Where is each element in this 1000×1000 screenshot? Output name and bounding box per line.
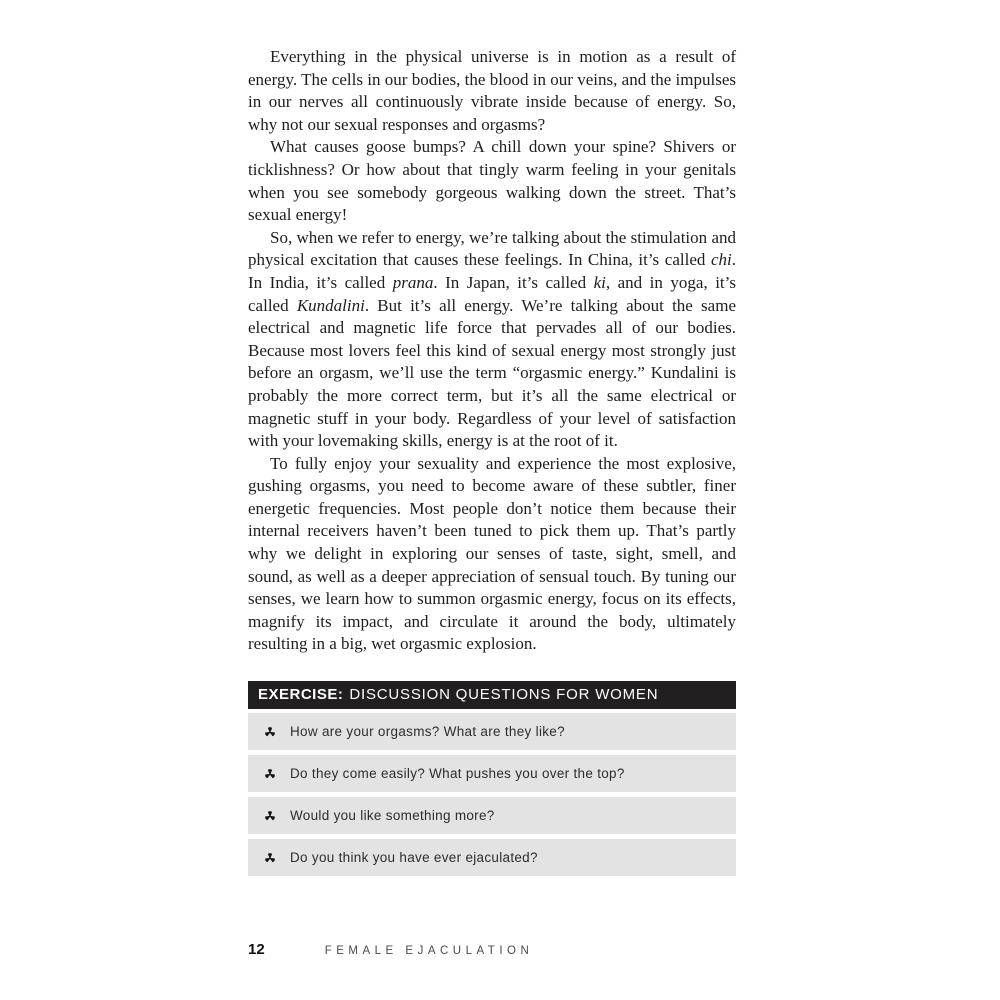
trefoil-club-icon bbox=[264, 810, 276, 822]
question-row bbox=[248, 797, 736, 834]
paragraph: What causes goose bumps? A chill down your spine? Shivers or ticklishness? Or how about that tingly warm feeling in your genitals when you see somebody gorgeous walking down the street. That’s sexual energy! bbox=[248, 137, 736, 225]
exercise-banner-label: EXERCISE: bbox=[258, 686, 344, 703]
exercise-question-list bbox=[248, 713, 736, 881]
running-footer-title: FEMALE EJACULATION bbox=[324, 945, 534, 957]
question-text: Would you like something more? bbox=[290, 808, 495, 823]
question-text: Do you think you have ever ejaculated? bbox=[290, 850, 538, 865]
question-row bbox=[248, 713, 736, 750]
question-text: How are your orgasms? What are they like? bbox=[290, 724, 565, 739]
paragraph: Everything in the physical universe is in motion as a result of energy. The cells in our bodies, the blood in our veins, and the impulses in our nerves all continuously vibrate inside because of energy. So, why not our sexual responses and orgasms? bbox=[248, 47, 736, 134]
exercise-banner bbox=[248, 681, 736, 709]
exercise-banner-title: DISCUSSION QUESTIONS FOR WOMEN bbox=[349, 686, 659, 703]
article-text bbox=[248, 46, 736, 656]
trefoil-club-icon bbox=[264, 768, 276, 780]
paragraph: To fully enjoy your sexuality and experience the most explosive, gushing orgasms, you need to become aware of these subtler, finer energetic frequencies. Most people don’t notice them because their internal receivers haven’t been tuned to pick them up. That’s partly why we delight in exploring our senses of taste, sight, smell, and sound, as well as a deeper appreciation of sensual touch. By tuning our senses, we learn how to summon orgasmic energy, focus on its effects, magnify its impact, and circulate it around the body, ultimately resulting in a big, wet orgasmic explosion. bbox=[248, 453, 736, 654]
trefoil-club-icon bbox=[264, 852, 276, 864]
question-row bbox=[248, 755, 736, 792]
question-row bbox=[248, 839, 736, 876]
paragraph: So, when we refer to energy, we’re talking about the stimulation and physical excitation that causes these feelings. In China, it’s called chi. In India, it’s called prana. In Japan, it’s called ki, and in yoga, it’s called Kundalini. But it’s all energy. We’re talking about the same electrical and magnetic life force that pervades all of our bodies. Because most lovers feel this kind of sexual energy most strongly just before an orgasm, we’ll use the term “orgasmic energy.” Kundalini is probably the more correct term, but it’s all the same electrical or magnetic stuff in your body. Regardless of your level of satisfaction with your lovemaking skills, energy is at the root of it. bbox=[248, 227, 736, 451]
question-text: Do they come easily? What pushes you over the top? bbox=[290, 766, 625, 781]
trefoil-club-icon bbox=[264, 726, 276, 738]
page-footer bbox=[248, 941, 533, 958]
page-number: 12 bbox=[248, 941, 265, 958]
